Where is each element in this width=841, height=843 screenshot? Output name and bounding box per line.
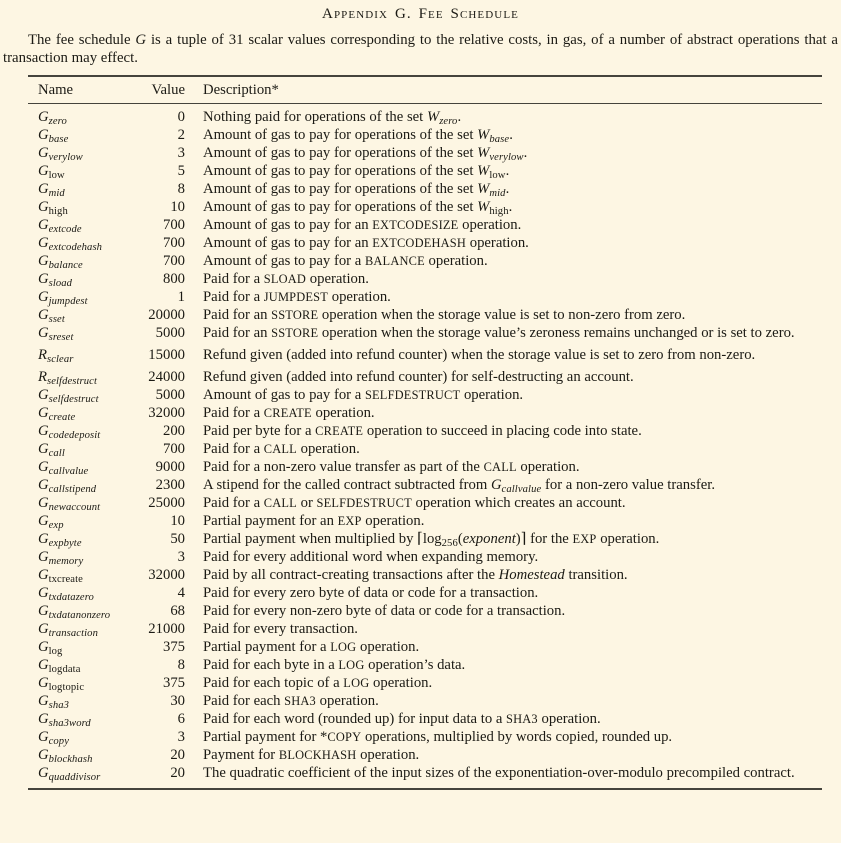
fee-value: 32000 — [148, 405, 185, 422]
fee-value: 10 — [170, 199, 185, 216]
fee-description: Amount of gas to pay for an EXTCODESIZE operation. — [203, 217, 522, 234]
fee-description: Paid per byte for a CREATE operation to succeed in placing code into state. — [203, 423, 642, 440]
fee-row — [28, 458, 822, 476]
fee-name: $G_{callstipend}$ — [38, 477, 97, 496]
fee-row — [28, 476, 822, 494]
fee-description: Paid for a CALL operation. — [203, 441, 360, 458]
fee-description: Paid for each SHA3 operation. — [203, 693, 379, 710]
fee-description: Partial payment when multiplied by $⌈\log_{256}(exponent)⌉$ for the EXP operation. — [203, 531, 660, 550]
fee-value: 32000 — [148, 567, 185, 584]
fee-value: 3 — [177, 145, 185, 162]
fee-name: $G_{expbyte}$ — [38, 531, 82, 550]
fee-description: Amount of gas to pay for operations of the set $W_{mid}$. — [203, 181, 510, 200]
fee-name: $G_{sset}$ — [38, 307, 65, 326]
fee-row — [28, 198, 822, 216]
fee-description: Paid by all contract-creating transactions after the Homestead transition. — [203, 567, 628, 584]
fee-row — [28, 234, 822, 252]
intro-paragraph: The fee schedule G is a tuple of 31 scalar values corresponding to the relative costs, in gas, of a number of abstract operations that a transaction may effect. — [3, 32, 838, 66]
fee-row — [28, 602, 822, 620]
fee-row — [28, 494, 822, 512]
fee-description: The quadratic coefficient of the input sizes of the exponentiation-over-modulo precompiled contract. — [203, 765, 795, 782]
fee-row — [28, 252, 822, 270]
fee-name: $G_{base}$ — [38, 127, 69, 146]
fee-row — [28, 584, 822, 602]
fee-row — [28, 692, 822, 710]
fee-row — [28, 674, 822, 692]
fee-value: 15000 — [148, 347, 185, 364]
fee-value: 3 — [177, 729, 185, 746]
fee-name: $G_{sload}$ — [38, 271, 73, 290]
fee-name: $G_{exp}$ — [38, 513, 64, 532]
fee-description: Paid for a JUMPDEST operation. — [203, 289, 391, 306]
fee-description: Amount of gas to pay for operations of the set $W_{verylow}$. — [203, 145, 528, 164]
fee-row — [28, 162, 822, 180]
fee-value: 700 — [162, 217, 185, 234]
fee-value: 8 — [177, 657, 185, 674]
fee-name: $G_{log}$ — [38, 639, 63, 658]
table-header-row — [28, 75, 822, 104]
fee-value: 3 — [177, 549, 185, 566]
fee-description: Paid for a CALL or SELFDESTRUCT operation which creates an account. — [203, 495, 626, 512]
fee-description: Payment for BLOCKHASH operation. — [203, 747, 420, 764]
fee-description: Amount of gas to pay for operations of the set $W_{high}$. — [203, 199, 513, 218]
fee-value: 5 — [177, 163, 185, 180]
fee-row — [28, 746, 822, 764]
fee-schedule-table — [28, 75, 822, 790]
fee-name: $G_{sha3word}$ — [38, 711, 91, 730]
fee-value: 25000 — [148, 495, 185, 512]
fee-value: 800 — [162, 271, 185, 288]
fee-name: $G_{memory}$ — [38, 549, 84, 568]
fee-value: 30 — [170, 693, 185, 710]
fee-name: $G_{newaccount}$ — [38, 495, 101, 514]
fee-name: $G_{copy}$ — [38, 729, 70, 748]
fee-row — [28, 288, 822, 306]
fee-name: $G_{blockhash}$ — [38, 747, 93, 766]
fee-description: Amount of gas to pay for operations of the set $W_{base}$. — [203, 127, 513, 146]
fee-row — [28, 548, 822, 566]
fee-description: Refund given (added into refund counter) for self-destructing an account. — [203, 369, 634, 386]
fee-description: Paid for every non-zero byte of data or code for a transaction. — [203, 603, 566, 620]
fee-name: $G_{balance}$ — [38, 253, 83, 272]
fee-value: 5000 — [155, 387, 185, 404]
fee-name: $G_{transaction}$ — [38, 621, 98, 640]
table-body — [28, 104, 822, 790]
fee-name: $G_{mid}$ — [38, 181, 65, 200]
fee-value: 700 — [162, 235, 185, 252]
fee-value: 700 — [162, 441, 185, 458]
fee-row — [28, 566, 822, 584]
fee-row — [28, 404, 822, 422]
fee-name: $G_{create}$ — [38, 405, 76, 424]
fee-description: Paid for every additional word when expanding memory. — [203, 549, 539, 566]
fee-name: $G_{callvalue}$ — [38, 459, 89, 478]
fee-value: 0 — [177, 109, 185, 126]
fee-name: $G_{call}$ — [38, 441, 65, 460]
fee-row — [28, 440, 822, 458]
fee-value: 20 — [170, 765, 185, 782]
fee-value: 20000 — [148, 307, 185, 324]
column-header-value: Value — [151, 82, 185, 99]
fee-value: 375 — [162, 675, 185, 692]
fee-row — [28, 108, 822, 126]
fee-description: Amount of gas to pay for operations of the set $W_{low}$. — [203, 163, 510, 182]
fee-name: $G_{logdata}$ — [38, 657, 81, 676]
appendix-title: Appendix G. Fee Schedule — [322, 6, 519, 22]
fee-description: Amount of gas to pay for a BALANCE operation. — [203, 253, 488, 270]
fee-value: 68 — [170, 603, 185, 620]
fee-row — [28, 728, 822, 746]
fee-value: 2 — [177, 127, 185, 144]
fee-description: Paid for every zero byte of data or code for a transaction. — [203, 585, 539, 602]
fee-row — [28, 180, 822, 198]
fee-row — [28, 216, 822, 234]
fee-name: $G_{logtopic}$ — [38, 675, 85, 694]
fee-description: Partial payment for an EXP operation. — [203, 513, 425, 530]
fee-name: $R_{selfdestruct}$ — [38, 369, 98, 388]
fee-name: $G_{jumpdest}$ — [38, 289, 88, 308]
fee-row — [28, 386, 822, 404]
fee-name: $G_{sha3}$ — [38, 693, 70, 712]
fee-value: 10 — [170, 513, 185, 530]
fee-description: Paid for a SLOAD operation. — [203, 271, 369, 288]
fee-name: $G_{zero}$ — [38, 109, 67, 128]
fee-description: Amount of gas to pay for an EXTCODEHASH operation. — [203, 235, 529, 252]
fee-row — [28, 368, 822, 386]
fee-value: 24000 — [148, 369, 185, 386]
fee-description: Paid for a non-zero value transfer as part of the CALL operation. — [203, 459, 580, 476]
fee-description: Paid for a CREATE operation. — [203, 405, 375, 422]
fee-description: A stipend for the called contract subtracted from $G_{callvalue}$ for a non-zero value transfer. — [203, 477, 715, 496]
fee-name: $G_{codedeposit}$ — [38, 423, 101, 442]
fee-value: 20 — [170, 747, 185, 764]
fee-row — [28, 324, 822, 342]
fee-row — [28, 126, 822, 144]
fee-row — [28, 270, 822, 288]
fee-value: 9000 — [155, 459, 185, 476]
fee-row — [28, 512, 822, 530]
fee-row — [28, 422, 822, 440]
fee-name: $G_{sreset}$ — [38, 325, 74, 344]
fee-name: $G_{extcode}$ — [38, 217, 82, 236]
fee-description: Nothing paid for operations of the set $W_{zero}$. — [203, 109, 462, 128]
fee-value: 5000 — [155, 325, 185, 342]
fee-value: 2300 — [155, 477, 185, 494]
fee-row — [28, 306, 822, 324]
column-header-description: Description* — [203, 82, 279, 99]
fee-row — [28, 656, 822, 674]
fee-name: $G_{low}$ — [38, 163, 65, 182]
fee-row — [28, 530, 822, 548]
fee-value: 6 — [177, 711, 185, 728]
fee-row — [28, 144, 822, 162]
fee-description: Paid for an SSTORE operation when the storage value is set to non-zero from zero. — [203, 307, 686, 324]
fee-description: Paid for every transaction. — [203, 621, 358, 638]
fee-name: $G_{extcodehash}$ — [38, 235, 103, 254]
fee-row — [28, 620, 822, 638]
fee-description: Partial payment for *COPY operations, multiplied by words copied, rounded up. — [203, 729, 673, 746]
fee-description: Paid for each byte in a LOG operation’s data. — [203, 657, 466, 674]
fee-row — [28, 764, 822, 782]
fee-description: Paid for each topic of a LOG operation. — [203, 675, 433, 692]
fee-description: Paid for an SSTORE operation when the storage value’s zeroness remains unchanged or is set to zero. — [203, 325, 795, 342]
fee-value: 200 — [162, 423, 185, 440]
fee-value: 1 — [177, 289, 185, 306]
column-header-name: Name — [38, 82, 74, 99]
fee-row — [28, 710, 822, 728]
fee-description: Paid for each word (rounded up) for input data to a SHA3 operation. — [203, 711, 601, 728]
fee-name: $G_{txdatazero}$ — [38, 585, 94, 604]
fee-value: 375 — [162, 639, 185, 656]
fee-value: 8 — [177, 181, 185, 198]
fee-description: Refund given (added into refund counter) when the storage value is set to zero from non-zero. — [203, 347, 756, 364]
fee-value: 21000 — [148, 621, 185, 638]
fee-name: $G_{txcreate}$ — [38, 567, 83, 586]
fee-name: $G_{quaddivisor}$ — [38, 765, 101, 784]
fee-name: $G_{high}$ — [38, 199, 68, 218]
fee-value: 4 — [177, 585, 185, 602]
fee-description: Amount of gas to pay for a SELFDESTRUCT operation. — [203, 387, 524, 404]
fee-name: $G_{selfdestruct}$ — [38, 387, 99, 406]
fee-row — [28, 346, 822, 364]
fee-value: 700 — [162, 253, 185, 270]
fee-value: 50 — [170, 531, 185, 548]
fee-name: $R_{sclear}$ — [38, 347, 74, 366]
fee-name: $G_{txdatanonzero}$ — [38, 603, 111, 622]
fee-row — [28, 638, 822, 656]
fee-description: Partial payment for a LOG operation. — [203, 639, 420, 656]
fee-name: $G_{verylow}$ — [38, 145, 83, 164]
